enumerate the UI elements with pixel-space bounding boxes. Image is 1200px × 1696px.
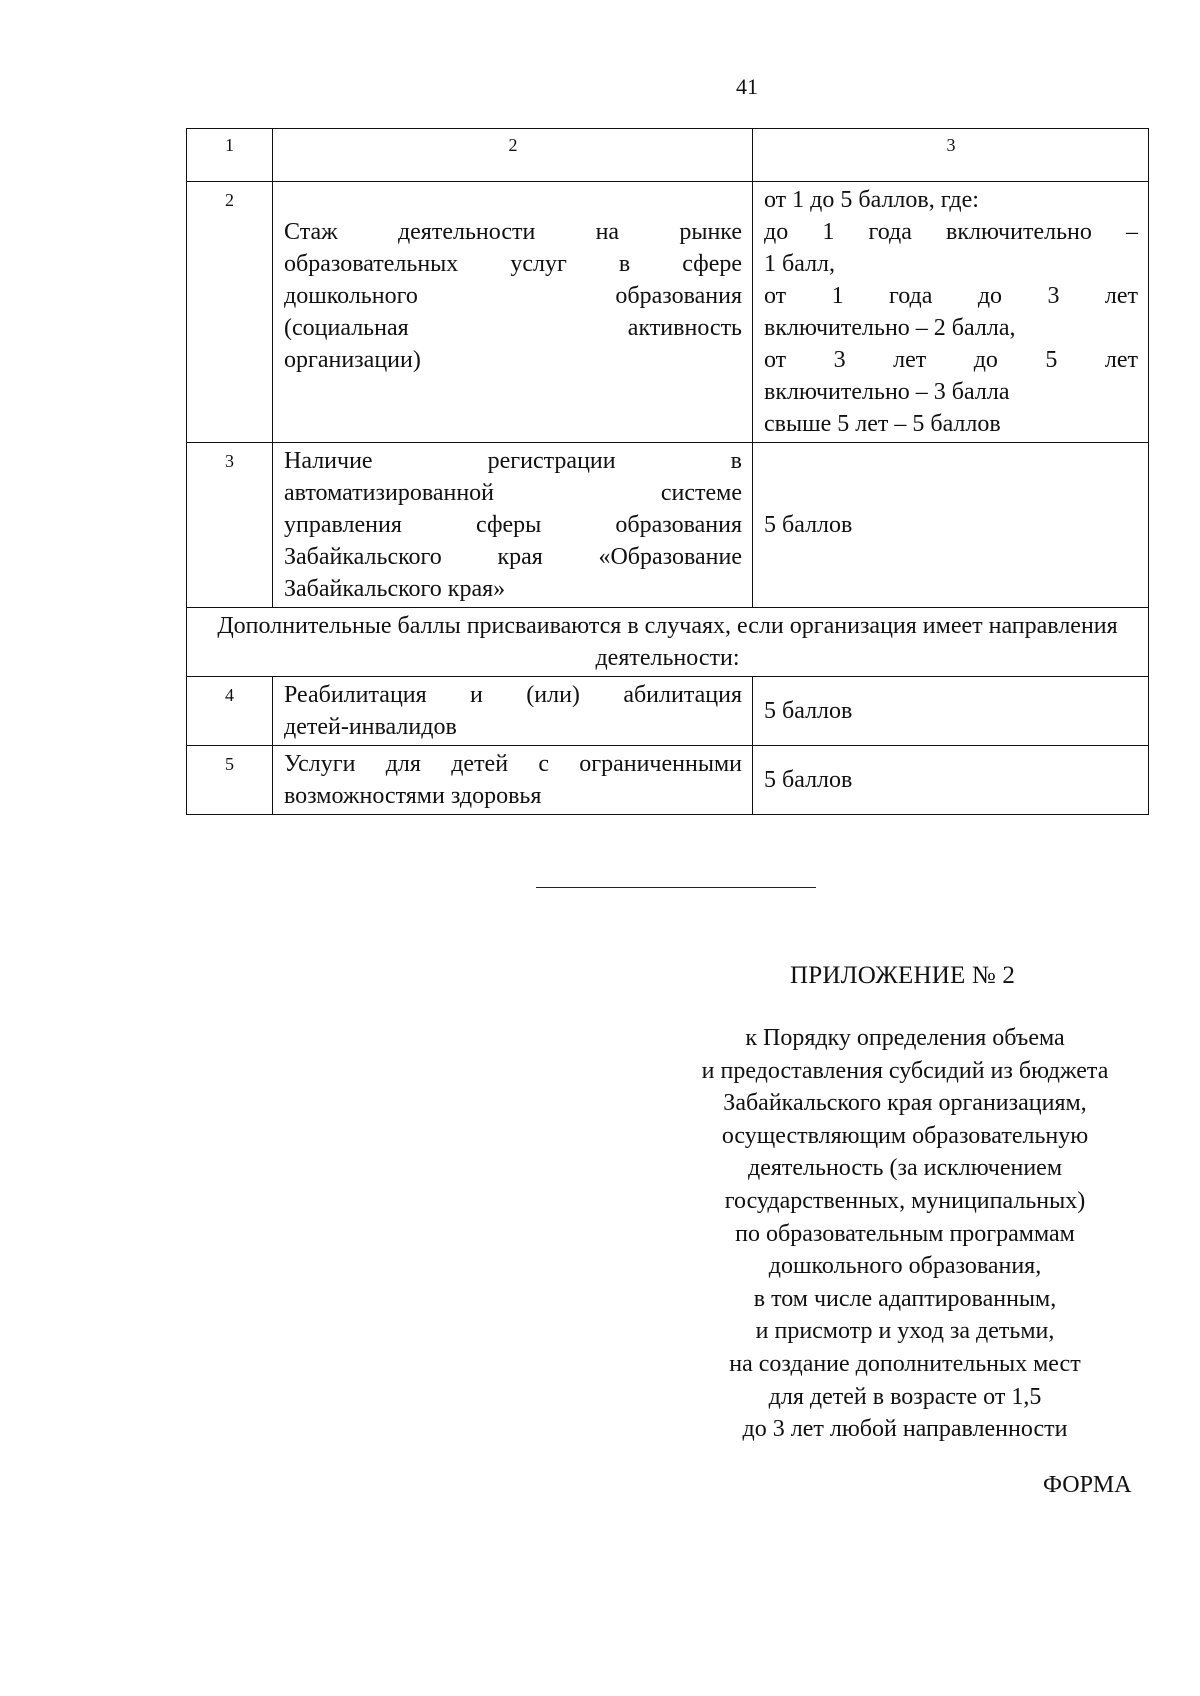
section-divider (536, 887, 816, 888)
criterion-line: Услуги для детей с ограниченными (284, 751, 742, 777)
criterion-line: (социальная активность (284, 315, 742, 341)
appendix-subtitle (655, 1022, 1155, 1446)
criterion-line: Забайкальского края «Образование (284, 544, 742, 570)
criterion-name (273, 677, 753, 746)
score-line: от 1 года до 3 лет (764, 283, 1138, 309)
criterion-name (273, 746, 753, 815)
appendix-line: осуществляющим образовательную (721, 1122, 1089, 1149)
appendix-line: в том числе адаптированным, (753, 1285, 1057, 1312)
criterion-line: детей-инвалидов (284, 714, 457, 740)
criterion-line: Наличие регистрации в (284, 448, 742, 474)
appendix-line: к Порядку определения объема (745, 1025, 1065, 1051)
score-line: до 1 года включительно – (764, 219, 1138, 245)
criterion-line: Забайкальского края» (284, 576, 506, 602)
appendix-line: на создание дополнительных мест (729, 1350, 1081, 1377)
score-line: 1 балл, (764, 251, 836, 277)
form-label: ФОРМА (1043, 1472, 1132, 1498)
row-number: 5 (187, 746, 273, 815)
criterion-line: возможностями здоровья (284, 783, 542, 809)
criterion-line: организации) (284, 347, 421, 373)
criterion-name (273, 182, 753, 443)
criterion-name (273, 443, 753, 608)
header-cell-2: 2 (273, 129, 753, 182)
criterion-line: дошкольного образования (284, 283, 742, 309)
score-value: 5 баллов (753, 677, 1149, 746)
table-span-row (187, 608, 1149, 677)
appendix-line: дошкольного образования, (768, 1253, 1042, 1280)
score-line: от 1 до 5 баллов, где: (764, 187, 979, 213)
header-cell-3: 3 (753, 129, 1149, 182)
table-row (187, 443, 1149, 608)
criterion-line: Стаж деятельности на рынке (284, 219, 742, 245)
row-number: 3 (187, 443, 273, 608)
table-row (187, 677, 1149, 746)
score-description (753, 182, 1149, 443)
appendix-line: и присмотр и уход за детьми, (755, 1318, 1055, 1345)
appendix-line: по образовательным программам (735, 1220, 1075, 1247)
score-value: 5 баллов (753, 443, 1149, 608)
score-line: включительно – 2 балла, (764, 315, 1016, 341)
row-number: 4 (187, 677, 273, 746)
table-header-row (187, 129, 1149, 182)
criterion-line: Реабилитация и (или) абилитация (284, 682, 742, 708)
appendix-line: и предоставления субсидий из бюджета (701, 1057, 1109, 1084)
criteria-table (186, 128, 1149, 815)
header-cell-1: 1 (187, 129, 273, 182)
appendix-line: до 3 лет любой направленности (742, 1416, 1068, 1443)
appendix-line: для детей в возрасте от 1,5 (768, 1383, 1042, 1410)
score-line: свыше 5 лет – 5 баллов (764, 411, 1001, 437)
appendix-line: деятельность (за исключением (747, 1155, 1062, 1182)
appendix-line: Забайкальского края организациям, (723, 1090, 1087, 1117)
criterion-line: управления сферы образования (284, 512, 742, 538)
appendix-line: государственных, муниципальных) (724, 1187, 1086, 1214)
score-line: от 3 лет до 5 лет (764, 347, 1138, 373)
row-number: 2 (187, 182, 273, 443)
appendix-title: ПРИЛОЖЕНИЕ № 2 (790, 962, 1016, 989)
additional-points-note: Дополнительные баллы присваиваются в случаях, если организация имеет направления деятельности: (187, 608, 1149, 677)
criterion-line: автоматизированной системе (284, 480, 742, 506)
table-row (187, 746, 1149, 815)
score-line: включительно – 3 балла (764, 379, 1010, 405)
table-row (187, 182, 1149, 443)
criterion-line: образовательных услуг в сфере (284, 251, 742, 277)
score-value: 5 баллов (753, 746, 1149, 815)
